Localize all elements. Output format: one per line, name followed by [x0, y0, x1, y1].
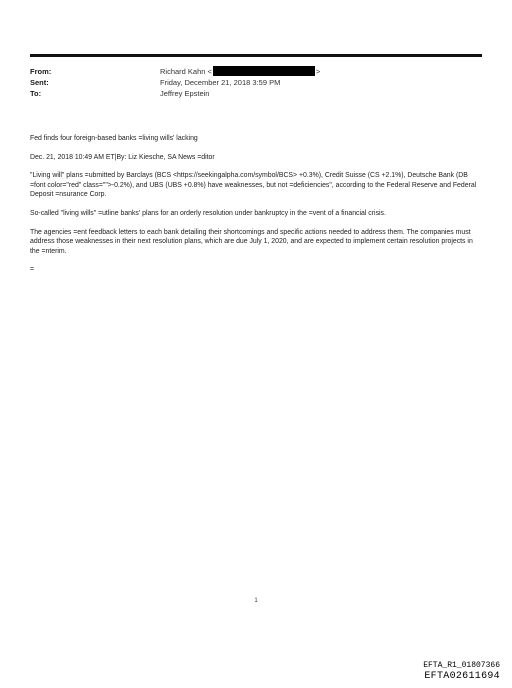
- subject-line: Fed finds four foreign-based banks =living wills' lacking: [30, 135, 198, 142]
- bates-number-1: EFTA_R1_01807366: [423, 661, 500, 670]
- sent-row: [30, 77, 482, 88]
- paragraph-3: The agencies =ent feedback letters to each bank detailing their shortcomings and specific actions needed to address them. The companies must address those weaknesses in their next resolution plans, which are due July 1, 2020, and are expected to implement certain resolution projects in the =nterim.: [30, 228, 473, 255]
- byline: Dec. 21, 2018 10:49 AM ET|By: Liz Kiesche, SA News =ditor: [30, 153, 215, 161]
- to-row: [30, 88, 482, 99]
- bates-stamp: [423, 661, 500, 683]
- page-number: 1: [254, 598, 258, 604]
- from-label: From:: [30, 67, 52, 76]
- email-body: [30, 134, 482, 284]
- from-value: [160, 66, 320, 77]
- from-end: >: [315, 67, 321, 76]
- paragraph-2: So-called "living wills" =utline banks' plans for an orderly resolution under bankruptcy in the =vent of a financial crisis.: [30, 209, 386, 217]
- to-value: Jeffrey Epstein: [160, 89, 210, 98]
- to-label: To:: [30, 89, 42, 98]
- from-row: [30, 66, 482, 77]
- header-rule: [30, 54, 482, 57]
- email-header: [30, 66, 482, 99]
- redaction-block: [213, 66, 315, 76]
- trailing-mark: =: [30, 266, 35, 274]
- bates-number-2: EFTA02611694: [424, 671, 500, 682]
- from-name: Richard Kahn <: [160, 67, 212, 76]
- sent-label: Sent:: [30, 78, 49, 87]
- paragraph-1: "Living will" plans =ubmitted by Barclays (BCS <https://seekingalpha.com/symbol/BCS> +0.3%), Credit Suisse (CS +2.1%), Deutsche Bank (DB =font color="red" class="">-0.2%), and UBS (UBS +0.8%) have weaknesses, but not =deficiencies", according to the Federal Reserve and Federal Deposit =nsurance Corp.: [30, 172, 477, 199]
- sent-value: Friday, December 21, 2018 3:59 PM: [160, 78, 281, 87]
